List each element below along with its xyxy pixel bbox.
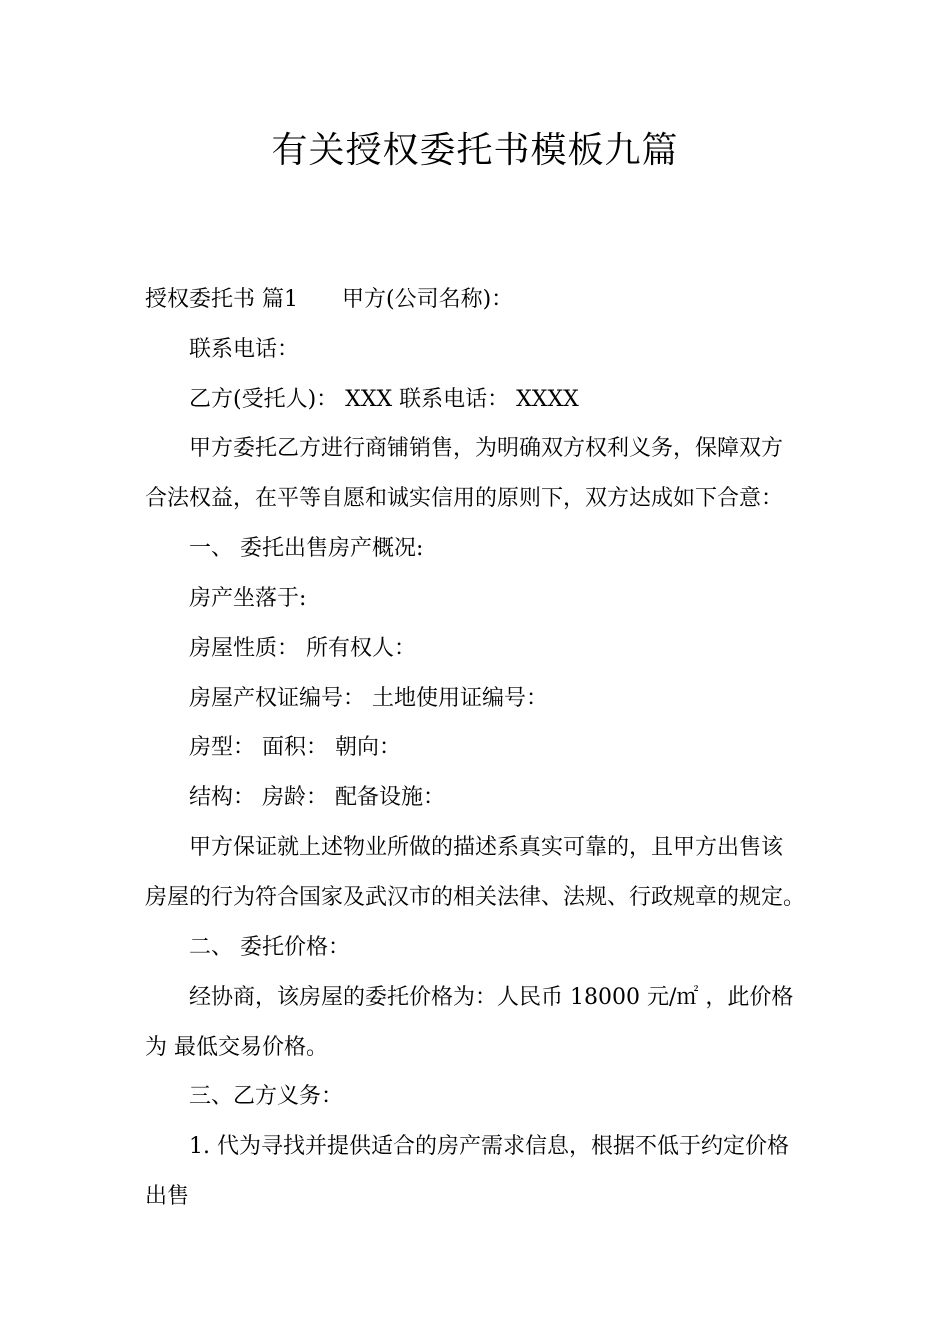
text-line: 为 最低交易价格。 [145, 1035, 328, 1060]
text-line: 出售 [145, 1184, 190, 1209]
section-label: 授权委托书 篇1 [145, 287, 298, 312]
text-line: 甲方保证就上述物业所做的描述系真实可靠的，且甲方出售该 [189, 835, 784, 860]
text-line: 房产坐落于: [189, 586, 307, 611]
text-line: 结构： 房龄： 配备设施： [189, 785, 445, 810]
text-line: 合法权益，在平等自愿和诚实信用的原则下，双方达成如下合意： [145, 486, 784, 511]
text-line: 一、 委托出售房产概况: [189, 536, 424, 561]
text-line: 经协商，该房屋的委托价格为：人民币 18000 元/㎡ ，此价格 [189, 985, 794, 1010]
text-line-heading [145, 285, 513, 315]
text-line: 乙方(受托人)： XXX 联系电话： XXXX [189, 387, 579, 412]
text-line: 房型： 面积： 朝向： [189, 735, 401, 760]
text-line: 1. 代为寻找并提供适合的房产需求信息，根据不低于约定价格 [189, 1134, 789, 1159]
party-a-label: 甲方(公司名称)： [342, 287, 514, 312]
document-title: 有关授权委托书模板九篇 [271, 130, 679, 171]
text-line: 甲方委托乙方进行商铺销售，为明确双方权利义务，保障双方 [189, 436, 784, 461]
text-line: 房屋的行为符合国家及武汉市的相关法律、法规、行政规章的规定。 [145, 885, 806, 910]
text-line: 房屋性质： 所有权人： [189, 636, 416, 661]
text-line: 联系电话： [189, 337, 300, 362]
text-line: 二、 委托价格： [189, 935, 350, 960]
text-line: 房屋产权证编号： 土地使用证编号： [189, 686, 548, 711]
text-line: 三、乙方义务： [189, 1084, 344, 1109]
